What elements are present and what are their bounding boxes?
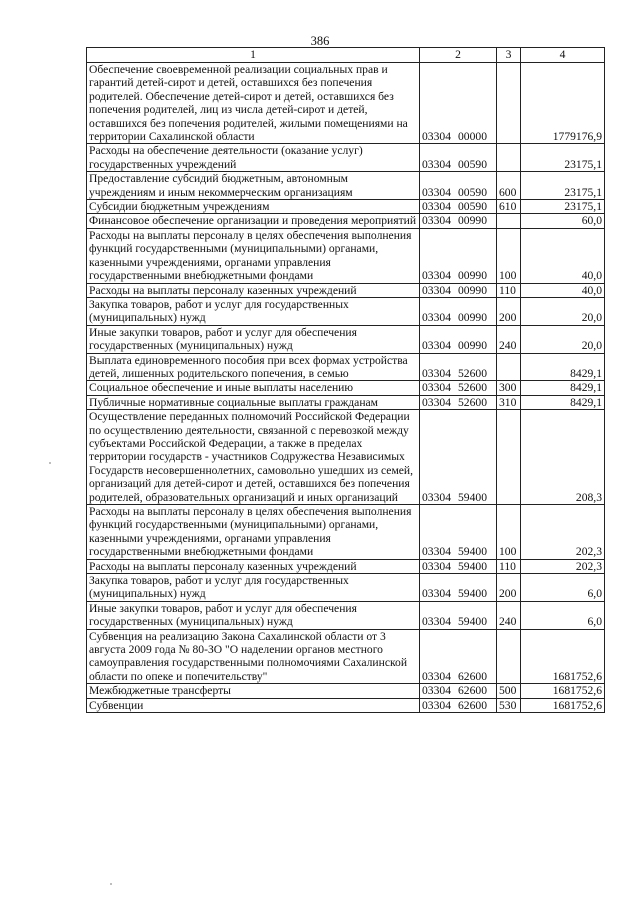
table-row [87,283,605,297]
row-code-direction: 59400 [458,615,487,629]
row-code [420,574,497,602]
row-code [420,297,497,325]
row-code [420,601,497,629]
row-name: Расходы на обеспечение деятельности (оказание услуг) государственных учреждений [87,144,420,172]
row-code [420,172,497,200]
row-name: Расходы на выплаты персоналу в целях обеспечения выполнения функций государственными (муниципальными) органами, казенными учреждениями, органами управления государственными внебюджетными фондами [87,228,420,283]
row-code-direction: 52600 [458,381,487,395]
table-row [87,381,605,395]
row-code-program: 03304 [422,684,451,698]
budget-table [86,47,605,713]
row-code [420,228,497,283]
row-code [420,505,497,560]
row-code-direction: 62600 [458,698,487,712]
row-name: Субсидии бюджетным учреждениям [87,200,420,214]
row-amount: 8429,1 [521,381,605,395]
row-amount: 6,0 [521,574,605,602]
row-expense-type: 240 [497,325,521,353]
row-code-direction: 00990 [458,339,487,353]
row-code-program: 03304 [422,283,451,297]
row-expense-type: 100 [497,228,521,283]
row-amount: 1681752,6 [521,684,605,698]
column-header-name: 1 [87,48,420,63]
row-code-program: 03304 [422,311,451,325]
row-name: Выплата единовременного пособия при всех формах устройства детей, лишенных родительского попечения, в семью [87,353,420,381]
row-expense-type: 610 [497,200,521,214]
row-name: Расходы на выплаты персоналу казенных учреждений [87,559,420,573]
row-code [420,684,497,698]
row-code-program: 03304 [422,395,451,409]
scan-speck [110,883,112,885]
column-header-type: 3 [497,48,521,63]
row-expense-type [497,629,521,684]
row-name: Иные закупки товаров, работ и услуг для обеспечения государственных (муниципальных) нужд [87,601,420,629]
row-expense-type [497,353,521,381]
row-amount: 6,0 [521,601,605,629]
row-code-program: 03304 [422,698,451,712]
table-row [87,601,605,629]
row-expense-type: 110 [497,559,521,573]
row-name: Субвенция на реализацию Закона Сахалинской области от 3 августа 2009 года № 80-ЗО "О наделении органов местного самоуправления государственными полномочиями Сахалинской области по опеке и попечительству" [87,629,420,684]
row-expense-type [497,63,521,144]
table-row [87,559,605,573]
row-code-program: 03304 [422,366,451,380]
row-code-program: 03304 [422,339,451,353]
row-code-direction: 52600 [458,366,487,380]
table-row [87,410,605,505]
row-amount: 8429,1 [521,353,605,381]
row-code-program: 03304 [422,130,451,144]
row-amount: 40,0 [521,283,605,297]
row-code-program: 03304 [422,559,451,573]
row-code [420,144,497,172]
table-row [87,395,605,409]
column-header-code: 2 [420,48,497,63]
table-row [87,228,605,283]
row-code [420,381,497,395]
row-code-program: 03304 [422,615,451,629]
row-code-direction: 00590 [458,200,487,214]
row-code-direction: 00590 [458,185,487,199]
table-row [87,297,605,325]
row-code-direction: 00590 [458,157,487,171]
row-code-program: 03304 [422,214,451,228]
table-header-row [87,48,605,63]
table-row [87,144,605,172]
row-expense-type: 200 [497,297,521,325]
row-amount: 8429,1 [521,395,605,409]
scan-speck [49,462,51,464]
row-amount: 20,0 [521,297,605,325]
row-code-direction: 00990 [458,214,487,228]
row-code-program: 03304 [422,157,451,171]
table-row [87,172,605,200]
row-name: Межбюджетные трансферты [87,684,420,698]
row-code-direction: 59400 [458,559,487,573]
row-code [420,698,497,712]
row-name: Расходы на выплаты персоналу в целях обеспечения выполнения функций государственными (муниципальными) органами, казенными учреждениями, органами управления государственными внебюджетными фондами [87,505,420,560]
row-expense-type [497,144,521,172]
row-code [420,325,497,353]
table-row [87,505,605,560]
row-amount: 40,0 [521,228,605,283]
row-amount: 208,3 [521,410,605,505]
row-code [420,629,497,684]
row-code [420,395,497,409]
row-code-direction: 59400 [458,490,487,504]
table-row [87,63,605,144]
row-name: Закупка товаров, работ и услуг для государственных (муниципальных) нужд [87,297,420,325]
row-code [420,410,497,505]
row-code-direction: 59400 [458,587,487,601]
row-expense-type [497,214,521,228]
row-amount: 1681752,6 [521,698,605,712]
row-code-direction: 00000 [458,130,487,144]
table-row [87,574,605,602]
row-code-direction: 59400 [458,545,487,559]
row-name: Осуществление переданных полномочий Российской Федерации по осуществлению деятельности, связанной с перевозкой между субъектами Российской Федерации, а также в пределах территории государств - участников Содружества Независимых Государств несовершеннолетних, самовольно ушедших из семей, организаций для детей-сирот и детей, оставшихся без попечения родителей, образовательных организаций и иных организаций [87,410,420,505]
row-name: Финансовое обеспечение организации и проведения мероприятий [87,214,420,228]
row-expense-type: 110 [497,283,521,297]
row-code-direction: 62600 [458,684,487,698]
row-code [420,559,497,573]
table-row [87,325,605,353]
row-name: Обеспечение своевременной реализации социальных прав и гарантий детей-сирот и детей, оставшихся без попечения родителей. Обеспечение детей-сирот и детей, оставшихся без попечения родителей, лиц из числа детей-сирот и детей, оставшихся без попечения родителей, жилыми помещениями на территории Сахалинской области [87,63,420,144]
row-code-direction: 52600 [458,395,487,409]
row-expense-type: 600 [497,172,521,200]
row-amount: 1779176,9 [521,63,605,144]
page-number: 386 [310,34,330,48]
table-row [87,684,605,698]
row-expense-type: 300 [497,381,521,395]
row-code [420,353,497,381]
row-amount: 202,3 [521,559,605,573]
row-expense-type: 530 [497,698,521,712]
row-name: Субвенции [87,698,420,712]
row-code-program: 03304 [422,545,451,559]
row-amount: 23175,1 [521,200,605,214]
row-amount: 20,0 [521,325,605,353]
row-expense-type: 100 [497,505,521,560]
row-code [420,283,497,297]
table-row [87,200,605,214]
row-name: Расходы на выплаты персоналу казенных учреждений [87,283,420,297]
row-code-program: 03304 [422,381,451,395]
row-code [420,63,497,144]
row-code-program: 03304 [422,490,451,504]
row-code-program: 03304 [422,587,451,601]
row-name: Закупка товаров, работ и услуг для государственных (муниципальных) нужд [87,574,420,602]
row-expense-type: 500 [497,684,521,698]
table-row [87,698,605,712]
table-row [87,214,605,228]
table-row [87,353,605,381]
row-expense-type [497,410,521,505]
row-amount: 23175,1 [521,172,605,200]
row-code-direction: 00990 [458,283,487,297]
row-name: Предоставление субсидий бюджетным, автономным учреждениям и иным некоммерческим организациям [87,172,420,200]
row-code [420,200,497,214]
row-code-program: 03304 [422,669,451,683]
row-amount: 23175,1 [521,144,605,172]
row-expense-type: 310 [497,395,521,409]
table-row [87,629,605,684]
row-amount: 60,0 [521,214,605,228]
row-code-direction: 00990 [458,311,487,325]
row-amount: 1681752,6 [521,629,605,684]
row-expense-type: 200 [497,574,521,602]
row-code-program: 03304 [422,200,451,214]
row-name: Социальное обеспечение и иные выплаты населению [87,381,420,395]
column-header-amount: 4 [521,48,605,63]
row-expense-type: 240 [497,601,521,629]
row-name: Иные закупки товаров, работ и услуг для обеспечения государственных (муниципальных) нужд [87,325,420,353]
row-code-direction: 62600 [458,669,487,683]
row-code-program: 03304 [422,185,451,199]
row-name: Публичные нормативные социальные выплаты гражданам [87,395,420,409]
row-code [420,214,497,228]
row-code-direction: 00990 [458,269,487,283]
row-amount: 202,3 [521,505,605,560]
row-code-program: 03304 [422,269,451,283]
